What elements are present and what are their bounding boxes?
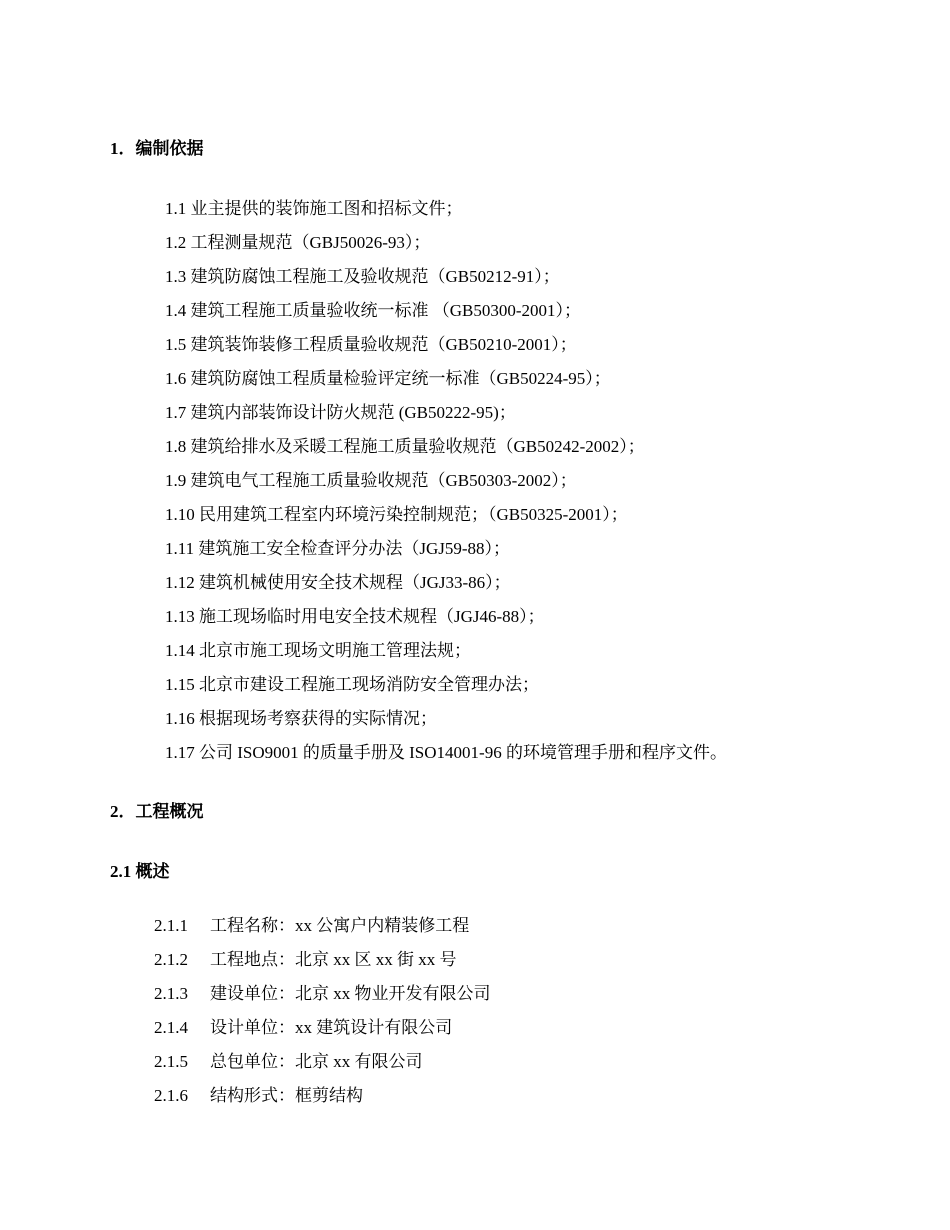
section-1-heading: 1．编制依据	[110, 139, 204, 158]
list-item: 1.12 建筑机械使用安全技术规程（JGJ33-86）；	[165, 573, 511, 592]
item-number: 2.1.4	[154, 1018, 188, 1037]
list-item: 1.6 建筑防腐蚀工程质量检验评定统一标准（GB50224-95）；	[165, 369, 611, 388]
list-item: 1.9 建筑电气工程施工质量验收规范（GB50303-2002）；	[165, 471, 577, 490]
list-item: 1.13 施工现场临时用电安全技术规程（JGJ46-88）；	[165, 607, 545, 626]
list-item: 1.14 北京市施工现场文明施工管理法规；	[165, 641, 471, 660]
list-item	[154, 914, 491, 948]
list-item: 1.11 建筑施工安全检查评分办法（JGJ59-88）；	[165, 539, 511, 558]
item-number: 2.1.6	[154, 1086, 188, 1105]
item-text: 总包单位：北京 xx 有限公司	[210, 1052, 423, 1071]
item-number: 2.1.5	[154, 1052, 188, 1071]
item-number: 2.1.3	[154, 984, 188, 1003]
list-item	[154, 948, 491, 982]
item-number: 2.1.1	[154, 916, 188, 935]
section-2-1-subheading: 2.1 概述	[110, 862, 170, 881]
list-item: 1.2 工程测量规范（GBJ50026-93）；	[165, 233, 431, 252]
list-item: 1.16 根据现场考察获得的实际情况；	[165, 709, 437, 728]
list-item: 1.1 业主提供的装饰施工图和招标文件；	[165, 199, 463, 218]
item-text: 建设单位：北京 xx 物业开发有限公司	[210, 984, 491, 1003]
item-text: 工程名称：xx 公寓户内精装修工程	[210, 916, 470, 935]
project-overview-list	[154, 914, 491, 1118]
list-item: 1.3 建筑防腐蚀工程施工及验收规范（GB50212-91）；	[165, 267, 560, 286]
item-number: 2.1.2	[154, 950, 188, 969]
list-item	[154, 982, 491, 1016]
compilation-basis-list	[165, 197, 727, 775]
list-item: 1.17 公司 ISO9001 的质量手册及 ISO14001-96 的环境管理手册和程序文件。	[165, 743, 727, 762]
list-item: 1.5 建筑装饰装修工程质量验收规范（GB50210-2001）；	[165, 335, 577, 354]
list-item: 1.10 民用建筑工程室内环境污染控制规范；（GB50325-2001）；	[165, 505, 628, 524]
list-item	[154, 1050, 491, 1084]
list-item	[154, 1016, 491, 1050]
list-item: 1.7 建筑内部装饰设计防火规范 (GB50222-95)；	[165, 403, 516, 422]
list-item: 1.4 建筑工程施工质量验收统一标准 （GB50300-2001）；	[165, 301, 582, 320]
item-text: 工程地点：北京 xx 区 xx 街 xx 号	[210, 950, 457, 969]
item-text: 设计单位：xx 建筑设计有限公司	[210, 1018, 453, 1037]
item-text: 结构形式：框剪结构	[210, 1086, 363, 1105]
list-item	[154, 1084, 491, 1118]
section-2-heading: 2．工程概况	[110, 802, 204, 821]
list-item: 1.15 北京市建设工程施工现场消防安全管理办法；	[165, 675, 539, 694]
list-item: 1.8 建筑给排水及采暖工程施工质量验收规范（GB50242-2002）；	[165, 437, 645, 456]
